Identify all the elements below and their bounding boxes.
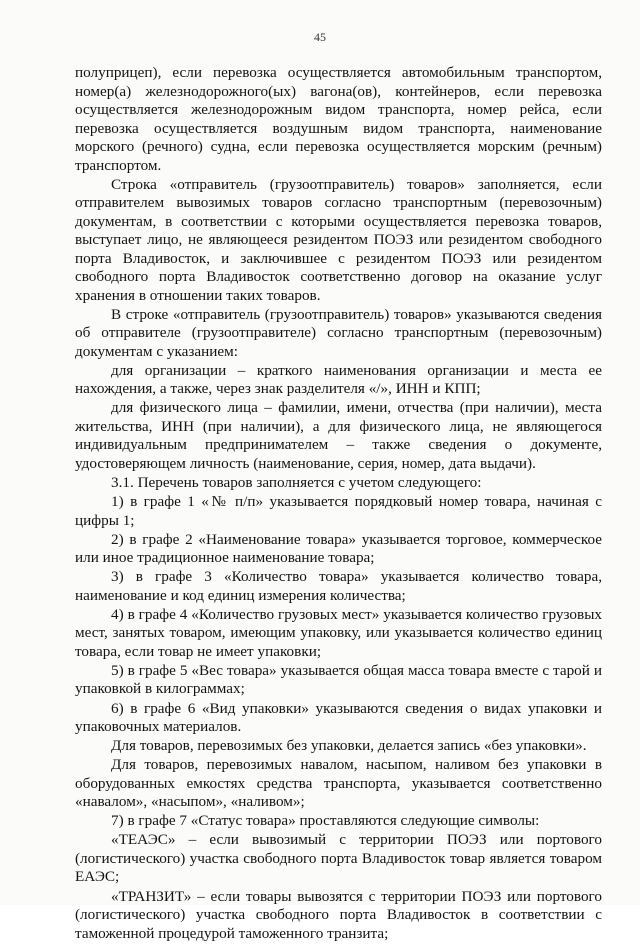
paragraph-2: Строка «отправитель (грузоотправитель) товаров» заполняется, если отправителем вывозимых товаров согласно транспортным (перевозочным) документам, в соответствии с которыми осуществляется перевозка товаров, выступает лицо, не являющееся резидентом ПОЭЗ или резидентом свободного порта Владивосток, и заключившее с резидентом ПОЭЗ или резидентом свободного порта Владивосток соответственно договор на оказание услуг хранения в отношении таких товаров. xyxy=(75,175,602,304)
paragraph-4: для организации – краткого наименования организации и места ее нахождения, а также, через знак разделителя «/», ИНН и КПП; xyxy=(75,361,602,398)
paragraph-15: 7) в графе 7 «Статус товара» проставляются следующие символы: xyxy=(111,812,540,830)
paragraph-9: 3) в графе 3 «Количество товара» указывается количество товара, наименование и код единиц измерения количества; xyxy=(75,568,602,604)
paragraph-16: «ТЕАЭС» – если вывозимый с территории ПОЭЗ или портового (логистического) участка свободного порта Владивосток товар является товаром ЕАЭС; xyxy=(75,831,602,886)
paragraph-13: Для товаров, перевозимых без упаковки, делается запись «без упаковки». xyxy=(111,737,587,755)
paragraph-8: 2) в графе 2 «Наименование товара» указывается торговое, коммерческое или иное традиционное наименование товара; xyxy=(75,530,602,567)
paragraph-10: 4) в графе 4 «Количество грузовых мест» указывается количество грузовых мест, занятых товаром, имеющим упаковку, или указывается количество единиц товара, если товар не имеет упаковки; xyxy=(75,605,602,660)
paragraph-5: для физического лица – фамилии, имени, отчества (при наличии), места жительства, ИНН (при наличии), а для физического лица, не являющегося индивидуальным предпринимателем – также сведения о документе, удостоверяющем личность (наименование, серия, номер, дата выдачи). xyxy=(75,399,602,472)
paragraph-1: полуприцеп), если перевозка осуществляется автомобильным транспортом, номер(а) железнодорожного(ых) вагона(ов), контейнеров, если перевозка осуществляется железнодорожным видом транспорта, номер рейса, если перевозка осуществляется воздушным видом транспорта, наименование морского (речного) судна, если перевозка осуществляется морским (речным) транспортом. xyxy=(75,64,602,174)
paragraph-14: Для товаров, перевозимых навалом, насыпом, наливом без упаковки в оборудованных емкостях средства транспорта, указывается соответственно «навалом», «насыпом», «наливом»; xyxy=(75,756,602,811)
page-number: 45 xyxy=(314,30,326,44)
paragraph-7: 1) в графе 1 «№ п/п» указывается порядковый номер товара, начиная с цифры 1; xyxy=(75,493,602,529)
paragraph-17: «ТРАНЗИТ» – если товары вывозятся с территории ПОЭЗ или портового (логистического) участка свободного порта Владивосток в соответствии с таможенной процедурой таможенного транзита; xyxy=(75,887,602,942)
paragraph-6: 3.1. Перечень товаров заполняется с учетом следующего: xyxy=(111,473,482,491)
document-body xyxy=(75,64,602,944)
paragraph-11: 5) в графе 5 «Вес товара» указывается общая масса товара вместе с тарой и упаковкой в килограммах; xyxy=(75,661,602,698)
paragraph-3: В строке «отправитель (грузоотправитель) товаров» указываются сведения об отправителе (грузоотправителе) согласно транспортным (перевозочным) документам с указанием: xyxy=(75,305,602,360)
paragraph-12: 6) в графе 6 «Вид упаковки» указываются сведения о видах упаковки и упаковочных материалов. xyxy=(75,699,602,736)
